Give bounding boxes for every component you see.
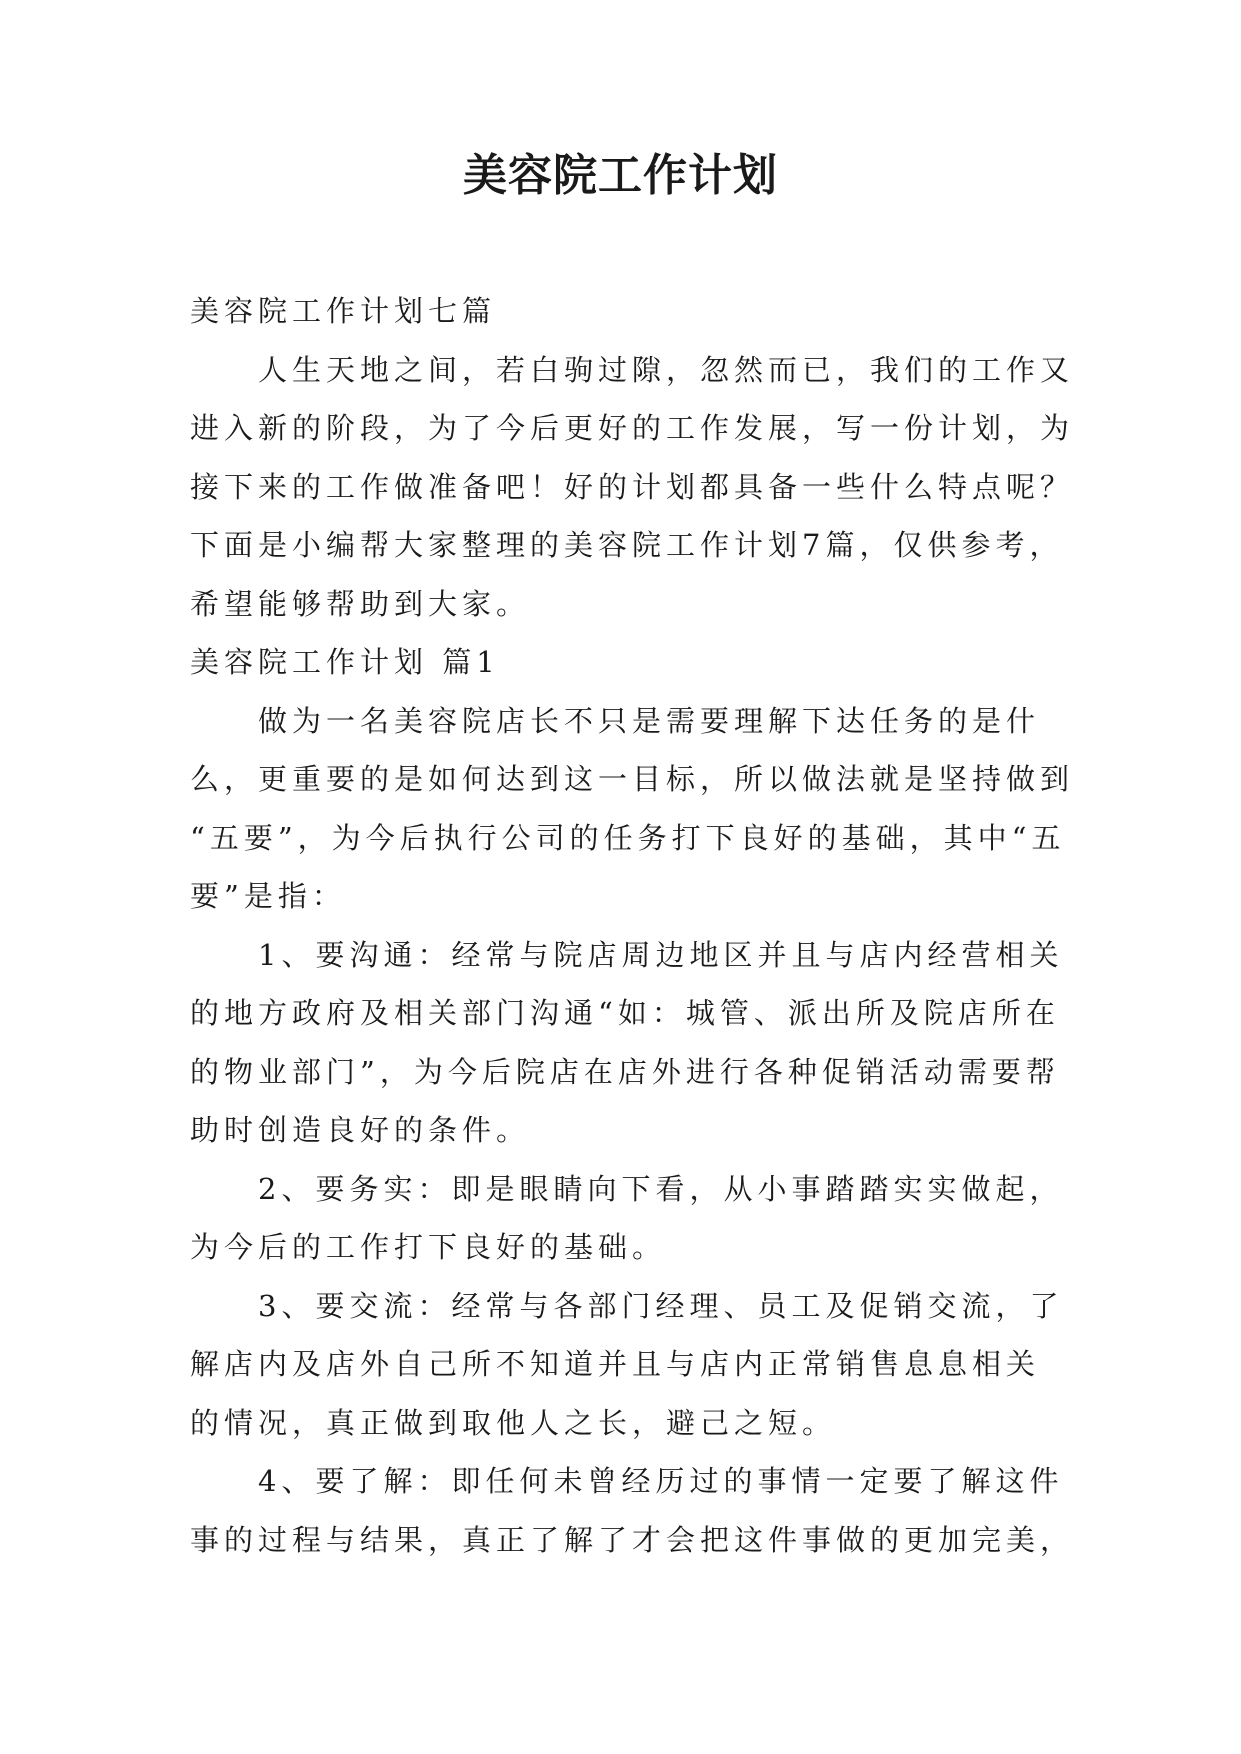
- text-line: 要”是指：: [190, 879, 346, 913]
- text-line: 事的过程与结果，真正了解了才会把这件事做的更加完美，: [190, 1522, 1075, 1557]
- text-line: 做为一名美容院店长不只是需要理解下达任务的是什: [258, 703, 1041, 738]
- text-line: 接下来的工作做准备吧！好的计划都具备一些什么特点呢？: [190, 469, 1075, 504]
- section-heading: 美容院工作计划 篇1: [190, 645, 500, 679]
- text-line: 的物业部门”，为今后院店在店外进行各种促销活动需要帮: [190, 1054, 1060, 1089]
- text-line: 么，更重要的是如何达到这一目标，所以做法就是坚持做到: [190, 762, 1075, 796]
- text-line: 下面是小编帮大家整理的美容院工作计划7篇，仅供参考，: [190, 528, 1064, 562]
- text-line: 美容院工作计划七篇: [190, 294, 497, 328]
- text-line: 助时创造良好的条件。: [190, 1113, 531, 1147]
- text-line: 的地方政府及相关部门沟通“如：城管、派出所及院店所在: [190, 996, 1060, 1030]
- document-title: 美容院工作计划: [463, 150, 778, 201]
- text-line: 2、要务实：即是眼睛向下看，从小事踏踏实实做起，: [258, 1171, 1064, 1206]
- text-line: 1、要沟通：经常与院店周边地区并且与店内经营相关: [258, 937, 1064, 972]
- text-line: 人生天地之间，若白驹过隙，忽然而已，我们的工作又: [258, 352, 1075, 387]
- text-line: 为今后的工作打下良好的基础。: [190, 1230, 667, 1264]
- text-line: 4、要了解：即任何未曾经历过的事情一定要了解这件: [258, 1464, 1064, 1498]
- text-line: 3、要交流：经常与各部门经理、员工及促销交流，了: [258, 1288, 1064, 1323]
- text-line: 的情况，真正做到取他人之长，避己之短。: [190, 1405, 837, 1440]
- text-line: “五要”，为今后执行公司的任务打下良好的基础，其中“五: [190, 820, 1066, 855]
- text-line: 进入新的阶段，为了今后更好的工作发展，写一份计划，为: [190, 411, 1075, 445]
- document-body: [190, 282, 1075, 1569]
- text-line: 解店内及店外自己所不知道并且与店内正常销售息息相关: [190, 1347, 1041, 1381]
- text-line: 希望能够帮助到大家。: [190, 586, 531, 621]
